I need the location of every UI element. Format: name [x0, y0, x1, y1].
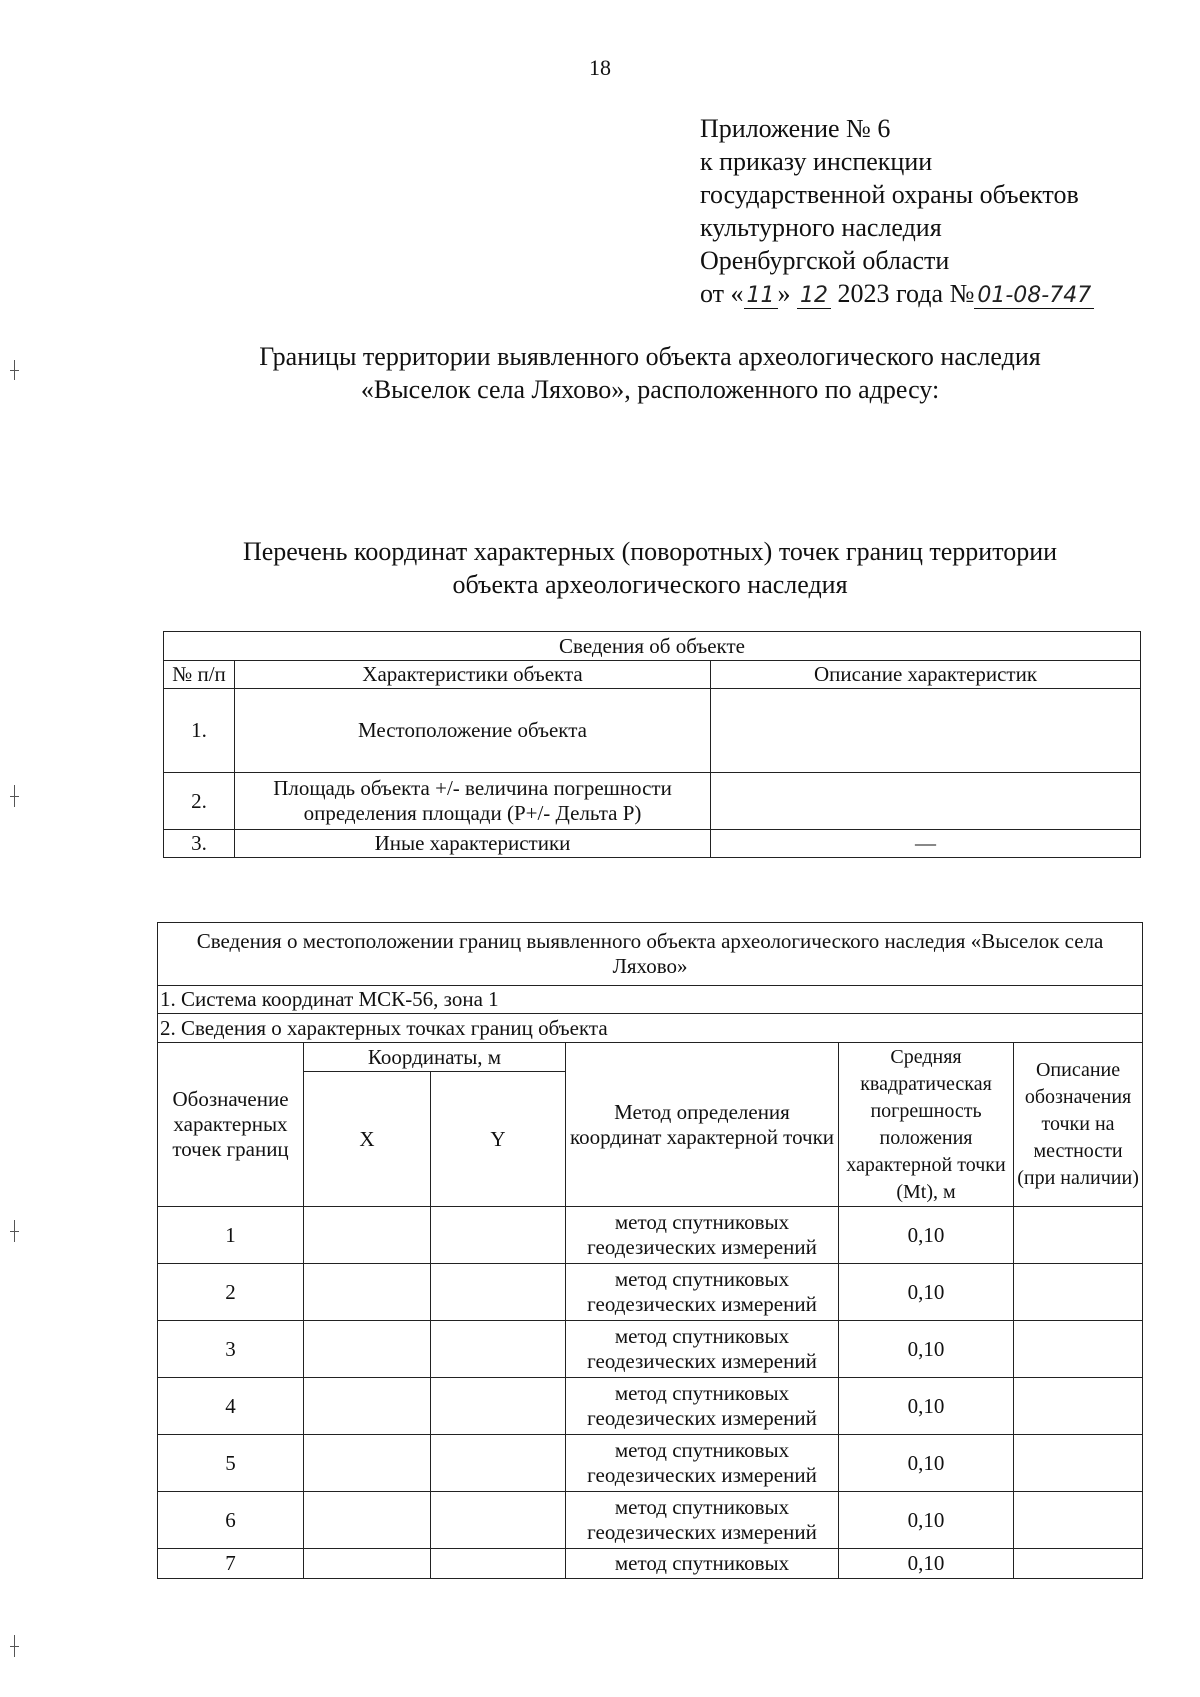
- scan-margin-mark: [14, 1635, 15, 1657]
- scan-margin-mark: [14, 1220, 15, 1242]
- table-row: [158, 1378, 1143, 1435]
- point-error: 0,10: [839, 1207, 1014, 1264]
- header-designation: Обозначение характерных точек границ: [158, 1043, 304, 1207]
- appendix-line: Оренбургской области: [700, 246, 950, 275]
- table-row: [158, 1321, 1143, 1378]
- point-description: [1014, 1492, 1143, 1549]
- table-row: [158, 1435, 1143, 1492]
- header-x: X: [304, 1072, 431, 1207]
- list-title: [60, 535, 1200, 601]
- row-description: [711, 689, 1141, 773]
- object-table-caption: Сведения об объекте: [164, 632, 1141, 661]
- object-info-table: [163, 631, 1141, 858]
- point-number: 5: [158, 1435, 304, 1492]
- order-sep: »: [777, 279, 791, 308]
- appendix-line: государственной охраны объектов: [700, 180, 1079, 209]
- header-number: № п/п: [164, 661, 235, 689]
- point-description: [1014, 1549, 1143, 1579]
- appendix-line: к приказу инспекции: [700, 147, 933, 176]
- appendix-line: Приложение № 6: [700, 114, 891, 143]
- order-day-handwritten: 11: [744, 283, 778, 309]
- table-row: [158, 1207, 1143, 1264]
- point-method: метод спутниковых геодезических измерений: [566, 1378, 839, 1435]
- table-row: [158, 1549, 1143, 1579]
- location-table-caption: Сведения о местоположении границ выявленного объекта археологического наследия «Выселок села Ляхово»: [158, 923, 1143, 986]
- point-y: [431, 1207, 566, 1264]
- point-error: 0,10: [839, 1378, 1014, 1435]
- document-title: [60, 340, 1200, 406]
- row-characteristic: Местоположение объекта: [235, 689, 711, 773]
- appendix-line: культурного наследия: [700, 213, 942, 242]
- point-x: [304, 1549, 431, 1579]
- header-characteristics: Характеристики объекта: [235, 661, 711, 689]
- order-prefix: от «: [700, 279, 744, 308]
- appendix-block: [700, 112, 1094, 312]
- order-number-handwritten: 01-08-747: [974, 283, 1094, 309]
- point-y: [431, 1321, 566, 1378]
- row-description: —: [711, 830, 1141, 858]
- point-method: метод спутниковых геодезических измерений: [566, 1264, 839, 1321]
- table-row: [164, 773, 1141, 830]
- header-point-description: Описание обозначения точки на местности (при наличии): [1014, 1043, 1143, 1207]
- point-x: [304, 1321, 431, 1378]
- point-x: [304, 1264, 431, 1321]
- point-description: [1014, 1207, 1143, 1264]
- point-description: [1014, 1435, 1143, 1492]
- location-table: [157, 922, 1143, 1579]
- point-error: 0,10: [839, 1321, 1014, 1378]
- order-date-line: [700, 277, 1094, 312]
- order-month-handwritten: 12: [797, 283, 831, 309]
- point-y: [431, 1378, 566, 1435]
- row-number: 1.: [164, 689, 235, 773]
- point-y: [431, 1549, 566, 1579]
- point-y: [431, 1435, 566, 1492]
- table-row: [164, 830, 1141, 858]
- point-error: 0,10: [839, 1492, 1014, 1549]
- scan-margin-mark: [14, 785, 15, 807]
- scan-margin-mark: [14, 360, 15, 380]
- row-characteristic: Площадь объекта +/- величина погрешности определения площади (P+/- Дельта P): [235, 773, 711, 830]
- table-row: [164, 689, 1141, 773]
- coordinate-system: 1. Система координат МСК-56, зона 1: [158, 986, 1143, 1014]
- point-x: [304, 1207, 431, 1264]
- point-number: 6: [158, 1492, 304, 1549]
- list-title-line-1: Перечень координат характерных (поворотных) точек границ территории: [242, 537, 1058, 566]
- header-description: Описание характеристик: [711, 661, 1141, 689]
- point-method: метод спутниковых геодезических измерений: [566, 1492, 839, 1549]
- point-number: 4: [158, 1378, 304, 1435]
- row-description: [711, 773, 1141, 830]
- table-row: [158, 1264, 1143, 1321]
- point-number: 3: [158, 1321, 304, 1378]
- point-description: [1014, 1264, 1143, 1321]
- row-number: 3.: [164, 830, 235, 858]
- point-number: 7: [158, 1549, 304, 1579]
- header-error: Средняя квадратическая погрешность положения характерной точки (Mt), м: [839, 1043, 1014, 1207]
- points-section-title: 2. Сведения о характерных точках границ объекта: [158, 1014, 1143, 1043]
- point-x: [304, 1435, 431, 1492]
- point-y: [431, 1264, 566, 1321]
- point-method: метод спутниковых геодезических измерений: [566, 1435, 839, 1492]
- point-method: метод спутниковых геодезических измерений: [566, 1207, 839, 1264]
- header-y: Y: [431, 1072, 566, 1207]
- table-row: [158, 1492, 1143, 1549]
- point-description: [1014, 1321, 1143, 1378]
- point-number: 2: [158, 1264, 304, 1321]
- page-number: 18: [589, 55, 611, 80]
- list-title-line-2: объекта археологического наследия: [452, 570, 848, 599]
- point-description: [1014, 1378, 1143, 1435]
- title-line-1: Границы территории выявленного объекта археологического наследия: [259, 342, 1041, 371]
- point-x: [304, 1492, 431, 1549]
- row-number: 2.: [164, 773, 235, 830]
- point-number: 1: [158, 1207, 304, 1264]
- header-method: Метод определения координат характерной точки: [566, 1043, 839, 1207]
- point-method: метод спутниковых геодезических измерений: [566, 1321, 839, 1378]
- order-year-text: 2023 года №: [837, 279, 975, 308]
- point-error: 0,10: [839, 1549, 1014, 1579]
- title-line-2: «Выселок села Ляхово», расположенного по адресу:: [360, 375, 940, 404]
- row-characteristic: Иные характеристики: [235, 830, 711, 858]
- point-x: [304, 1378, 431, 1435]
- header-coordinates: Координаты, м: [304, 1043, 566, 1072]
- point-y: [431, 1492, 566, 1549]
- point-method: метод спутниковых: [566, 1549, 839, 1579]
- point-error: 0,10: [839, 1264, 1014, 1321]
- point-error: 0,10: [839, 1435, 1014, 1492]
